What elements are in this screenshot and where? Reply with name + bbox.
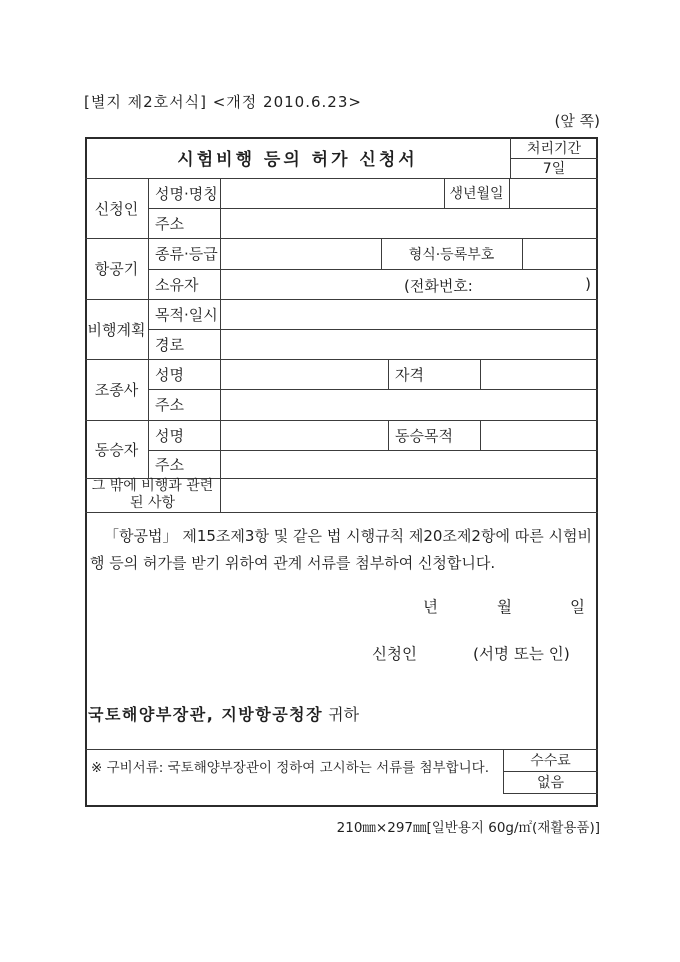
applicant-address-field[interactable] [221,209,597,237]
application-form-table [85,137,598,807]
passenger-purpose-field[interactable] [481,421,597,449]
flight-plan-group-label: 비행계획 [87,320,146,339]
form-reference: [별지 제2호서식] <개정 2010.6.23> [84,93,362,111]
flight-route-field[interactable] [221,330,597,358]
pilot-address-label: 주소 [155,396,184,414]
recipient-suffix: 귀하 [328,705,360,724]
paper-spec: 210㎜×297㎜[일반용지 60g/㎡(재활용품)] [336,820,600,836]
aircraft-owner-label: 소유자 [155,275,199,294]
pilot-group-label: 조종사 [94,381,139,399]
flight-purpose-field[interactable] [221,300,597,328]
pilot-name-label: 성명 [155,365,184,384]
aircraft-type-label: 종류·등급 [155,245,218,263]
flight-purpose-label: 목적·일시 [155,305,218,324]
applicant-name-field[interactable] [221,179,443,207]
form-title: 시험비행 등의 허가 신청서 [177,150,418,170]
grid-line [85,512,598,513]
pilot-name-field[interactable] [221,360,387,388]
aircraft-registration-field[interactable] [523,239,597,268]
aircraft-owner-field[interactable] [221,270,597,298]
passenger-purpose-label: 동승목적 [395,426,453,445]
passenger-name-field[interactable] [221,421,387,449]
aircraft-registration-label: 형식·등록부호 [408,246,495,263]
pilot-qualification-field[interactable] [481,360,597,388]
passenger-address-label: 주소 [155,455,184,474]
signature-note: (서명 또는 인) [473,645,570,663]
passenger-address-field[interactable] [221,451,597,477]
date-day-label: 일 [570,598,585,616]
flight-route-label: 경로 [155,335,184,354]
required-documents-note: ※ 구비서류: 국토해양부장관이 정하여 고시하는 서류를 첨부합니다. [91,760,490,776]
date-month-label: 월 [497,598,512,616]
pilot-address-field[interactable] [221,390,597,419]
aircraft-type-field[interactable] [221,239,380,268]
applicant-birth-label: 생년월일 [449,186,504,202]
date-year-label: 년 [423,598,438,616]
page-side-label: (앞 쪽) [554,112,600,130]
pilot-qualification-label: 자격 [395,365,424,384]
passenger-name-label: 성명 [155,426,184,445]
recipient-line [88,702,359,725]
fee-value: 없음 [536,775,565,791]
applicant-address-label: 주소 [155,214,184,233]
other-matters-label: 그 밖에 비행과 관련된 사항 [91,478,214,511]
applicant-name-label: 성명·명칭 [155,184,218,203]
phone-number-close-paren: ) [585,275,591,293]
grid-line [503,793,598,794]
fee-label: 수수료 [530,753,571,769]
applicant-group-label: 신청인 [94,199,139,218]
aircraft-group-label: 항공기 [94,260,139,278]
other-matters-field[interactable] [221,479,597,511]
processing-period-label: 처리기간 [526,140,582,157]
phone-number-label: (전화번호: [404,277,473,295]
recipient-titles: 국토해양부장관, 지방항공청장 [88,705,324,724]
processing-period-value: 7일 [542,161,566,177]
applicant-birth-field[interactable] [510,179,597,207]
passenger-group-label: 동승자 [94,440,139,459]
application-statement: 「항공법」 제15조제3항 및 같은 법 시행규칙 제20조제2항에 따른 시험비행 등의 허가를 받기 위하여 관계 서류를 첨부하여 신청합니다. [90,527,592,572]
applicant-sign-label: 신청인 [372,645,417,663]
